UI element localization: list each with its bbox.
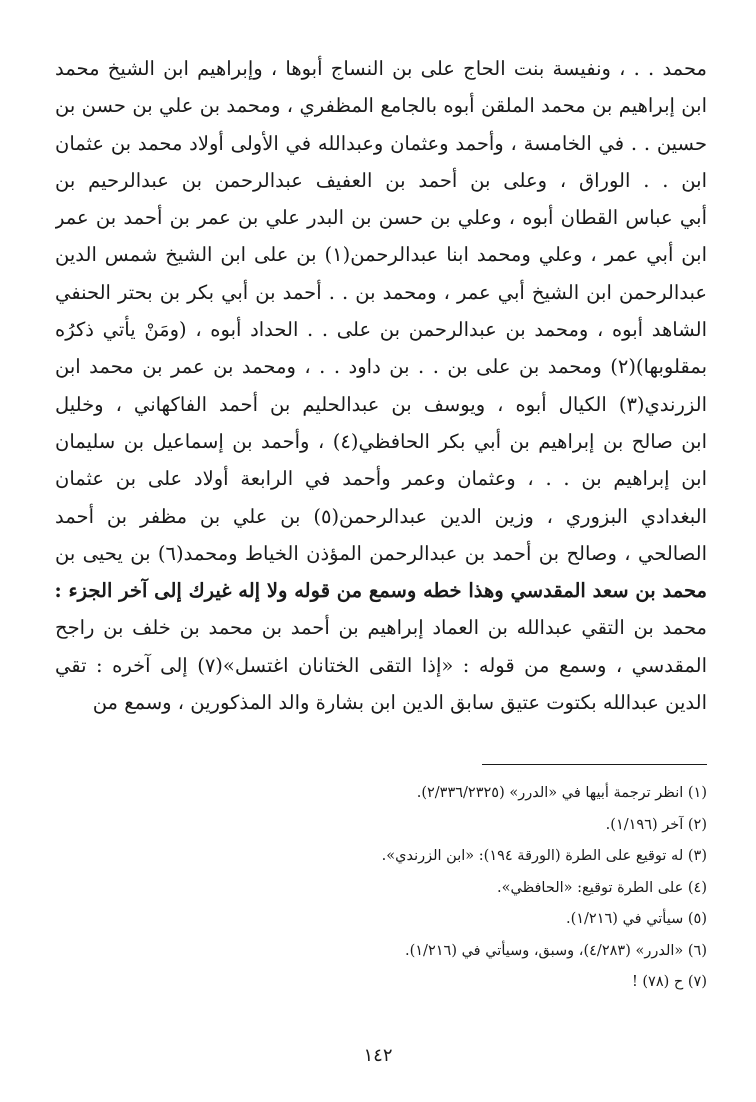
footnote-item: (٣) له توقيع على الطرة (الورقة ١٩٤): «ابن الزرندي». xyxy=(381,848,707,864)
footnote-item: (٤) على الطرة توقيع: «الحافظي». xyxy=(497,879,707,896)
text-line: الدين عبدالله بكتوت عتيق سابق الدين ابن بشارة والد المذكورين ، وسمع من xyxy=(92,691,707,715)
text-line: الصالحي ، وصالح بن أحمد بن عبدالرحمن المؤذن الخياط ومحمد(٦) بن يحيى بن xyxy=(55,541,707,565)
text-line: ابن صالح بن إبراهيم بن أبي بكر الحافظي(٤) ، وأحمد بن إسماعيل بن سليمان xyxy=(55,429,707,453)
text-line: بمقلوبها)(٢) ومحمد بن على بن . . بن داود . . ، ومحمد بن عمر بن محمد ابن xyxy=(55,355,707,379)
text-line: محمد بن التقي عبدالله بن العماد إبراهيم بن أحمد بن محمد بن خلف بن راجح xyxy=(55,616,707,640)
text-line: البغدادي البزوري ، وزين الدين عبدالرحمن(٥) بن علي بن مظفر بن أحمد xyxy=(55,504,707,528)
footnote-item: (٦) «الدرر» (٤/٢٨٣)، وسبق، وسيأتي في (١/٢١٦). xyxy=(404,942,707,959)
text-line: الزرندي(٣) الكيال أبوه ، ويوسف بن عبدالحليم بن أحمد الفاكهاني ، وخليل xyxy=(55,392,707,416)
text-line: ابن أبي عمر ، وعلي ومحمد ابنا عبدالرحمن(١) بن على ابن الشيخ شمس الدين xyxy=(55,243,707,267)
text-line: عبدالرحمن ابن الشيخ أبي عمر ، ومحمد بن . . أحمد بن أبي بكر بن بحتر الحنفي xyxy=(55,280,707,304)
text-line: المقدسي ، وسمع من قوله : «إذا التقى الختانان اغتسل»(٧) إلى آخره : تقي xyxy=(55,653,707,677)
footnote-item: (٧) ح (٧٨) ! xyxy=(631,974,707,990)
main-text xyxy=(55,50,707,721)
text-line: حسين . . في الخامسة ، وأحمد وعثمان وعبدالله في الأولى أولاد محمد بن عثمان xyxy=(55,131,707,155)
footnote-item: (١) انظر ترجمة أبيها في «الدرر» (٢/٣٣٦/٢٣٢٥). xyxy=(416,785,707,801)
text-line-bold: محمد بن سعد المقدسي وهذا خطه وسمع من قوله ولا إله غيرك إلى آخر الجزء : xyxy=(55,579,707,603)
footnote-item: (٥) سيأتي في (١/٢١٦). xyxy=(565,911,707,927)
text-line: أبي عباس القطان أبوه ، وعلي بن حسن بن البدر علي بن عمر بن أحمد بن عمر xyxy=(55,206,707,230)
footnote-divider xyxy=(482,764,707,765)
page-body xyxy=(55,50,707,721)
footnote-item: (٢) آخر (١/١٩٦). xyxy=(605,816,707,833)
text-line: محمد . . ، ونفيسة بنت الحاج على بن النساج أبوها ، وإبراهيم ابن الشيخ محمد xyxy=(55,57,707,80)
text-line: ابن إبراهيم بن محمد الملقن أبوه بالجامع المظفري ، ومحمد بن علي بن حسن بن xyxy=(55,94,707,118)
text-line: ابن إبراهيم بن . . ، وعثمان وعمر وأحمد في الرابعة أولاد على بن عثمان xyxy=(55,467,707,491)
footnotes xyxy=(55,778,707,999)
page-number: ١٤٢ xyxy=(363,1045,393,1066)
text-line: ابن . . الوراق ، وعلى بن أحمد بن العفيف عبدالرحمن بن عبدالرحيم بن xyxy=(55,168,707,192)
text-line: الشاهد أبوه ، ومحمد بن عبدالرحمن بن على . . الحداد أبوه ، (ومَنْ يأتي ذكرُه xyxy=(55,318,707,342)
